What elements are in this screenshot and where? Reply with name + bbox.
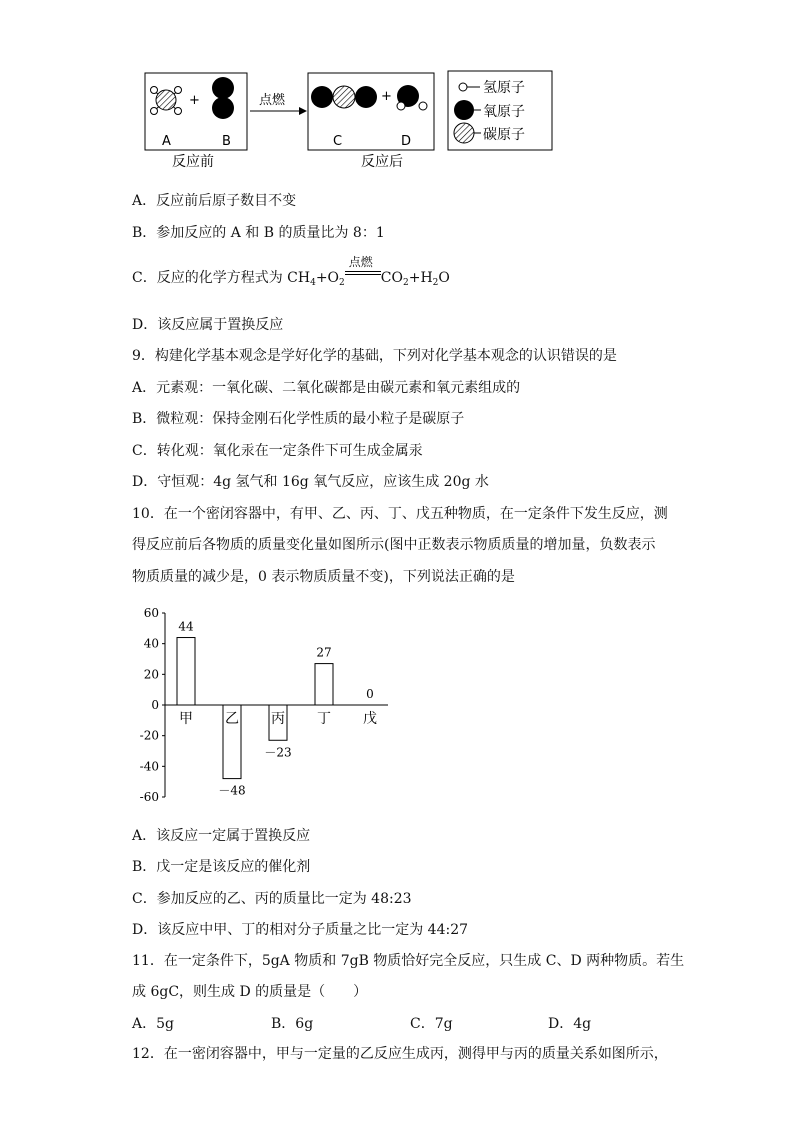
x-category-label: 戊	[363, 711, 377, 727]
q11-option-d: D．4g	[548, 1016, 592, 1032]
q8-option-d: D．该反应属于置换反应	[132, 317, 284, 333]
label-a: A	[162, 134, 171, 149]
plus-sign: +	[189, 93, 200, 108]
mass-change-bar-chart	[0, 600, 794, 820]
legend-oxygen-label: 氧原子	[483, 104, 525, 120]
q10-option-b: B．戊一定是该反应的催化剂	[132, 859, 311, 875]
q9-option-a: A．元素观：一氧化碳、二氧化碳都是由碳元素和氧元素组成的	[132, 380, 521, 396]
bar-data-label: －23	[264, 745, 292, 760]
q8-option-c-prefix: C．反应的化学方程式为	[132, 270, 288, 286]
q11-stem-line-2: 成 6gC，则生成 D 的质量是（ ）	[132, 984, 368, 1000]
y-tick-label: -40	[139, 759, 159, 774]
legend-hydrogen-label: 氢原子	[483, 80, 525, 96]
bar	[315, 664, 333, 705]
label-b: B	[222, 134, 231, 149]
q8-option-a: A．反应前后原子数目不变	[132, 193, 297, 209]
q8-c-sub: 2	[432, 278, 439, 288]
q12-stem: 12．在一密闭容器中，甲与一定量的乙反应生成丙，测得甲与丙的质量关系如图所示，	[132, 1046, 668, 1062]
x-category-label: 甲	[179, 711, 193, 727]
q10-option-c: C．参加反应的乙、丙的质量比一定为 48:23	[132, 891, 412, 907]
q8-c-reactant-1: CH	[287, 270, 311, 286]
after-label: 反应后	[361, 154, 403, 170]
q8-option-b: B．参加反应的 A 和 B 的质量比为 8：1	[132, 225, 385, 241]
molecule-a-methane	[151, 87, 182, 115]
q9-option-d: D．守恒观：4g 氢气和 16g 氧气反应，应该生成 20g 水	[132, 474, 489, 490]
q9-option-b: B．微粒观：保持金刚石化学性质的最小粒子是碳原子	[132, 411, 465, 427]
legend-carbon	[454, 123, 525, 143]
x-category-label: 丙	[271, 711, 285, 727]
molecule-d-water	[397, 85, 427, 110]
q8-c-equation-bar	[345, 255, 381, 279]
bar-data-label: 44	[178, 619, 194, 634]
chart-bars	[177, 638, 333, 779]
q8-c-product-2-o: O	[438, 270, 450, 286]
q8-c-condition: 点燃	[348, 255, 373, 269]
q10-option-d: D．该反应中甲、丁的相对分子质量之比一定为 44:27	[132, 922, 469, 938]
y-tick-label: 0	[151, 698, 159, 712]
bar-data-label: 0	[366, 687, 374, 701]
before-label: 反应前	[172, 154, 214, 170]
y-tick-label: 40	[143, 636, 159, 651]
q8-c-product-2: +H	[408, 270, 433, 286]
q8-c-product-1: CO	[380, 270, 403, 286]
x-category-label: 丁	[317, 711, 331, 727]
legend-hydrogen	[459, 80, 525, 96]
q8-c-sub: 2	[402, 278, 409, 288]
q8-c-sub: 2	[339, 278, 345, 288]
q8-c-reactant-2: +O	[315, 270, 340, 286]
x-category-label: 乙	[225, 711, 239, 727]
y-tick-label: 20	[143, 667, 159, 682]
q8-c-sub: 4	[310, 278, 316, 288]
y-tick-label: -60	[139, 790, 159, 804]
q10-stem-line-1: 10．在一个密闭容器中，有甲、乙、丙、丁、戊五种物质，在一定条件下发生反应，测	[132, 506, 668, 522]
q11-option-b: B．6g	[271, 1016, 314, 1032]
q9-option-c: C．转化观：氧化汞在一定条件下可生成金属汞	[132, 443, 423, 459]
after-frame	[308, 73, 434, 150]
label-d: D	[401, 134, 412, 149]
q10-option-a: A．该反应一定属于置换反应	[132, 828, 311, 844]
bar-data-label: －48	[218, 783, 246, 798]
molecule-c-carbon-dioxide	[311, 86, 377, 108]
q9-stem: 9．构建化学基本观念是学好化学的基础，下列对化学基本观念的认识错误的是	[132, 348, 617, 364]
bar	[177, 638, 195, 705]
q11-option-a: A．5g	[132, 1016, 174, 1032]
legend-oxygen	[454, 100, 525, 120]
q10-stem-line-2: 得反应前后各物质的质量变化量如图所示(图中正数表示物质质量的增加量，负数表示	[132, 537, 656, 553]
q11-stem-line-1: 11．在一定条件下，5gA 物质和 7gB 物质恰好完全反应，只生成 C、D 两种物质。若生	[132, 953, 685, 969]
reaction-diagram	[0, 0, 794, 175]
plus-sign: +	[381, 89, 392, 104]
q8-option-c	[132, 255, 450, 293]
y-tick-label: -20	[139, 728, 159, 743]
q10-stem-line-3: 物质质量的减少是，0 表示物质质量不变)，下列说法正确的是	[132, 569, 515, 585]
bar-data-label: 27	[316, 645, 332, 660]
y-tick-label: 60	[143, 606, 159, 620]
legend-carbon-label: 碳原子	[483, 127, 525, 143]
molecule-b-oxygen	[212, 77, 234, 119]
arrow-condition: 点燃	[259, 93, 286, 108]
label-c: C	[333, 134, 343, 149]
q11-option-c: C．7g	[410, 1016, 453, 1032]
